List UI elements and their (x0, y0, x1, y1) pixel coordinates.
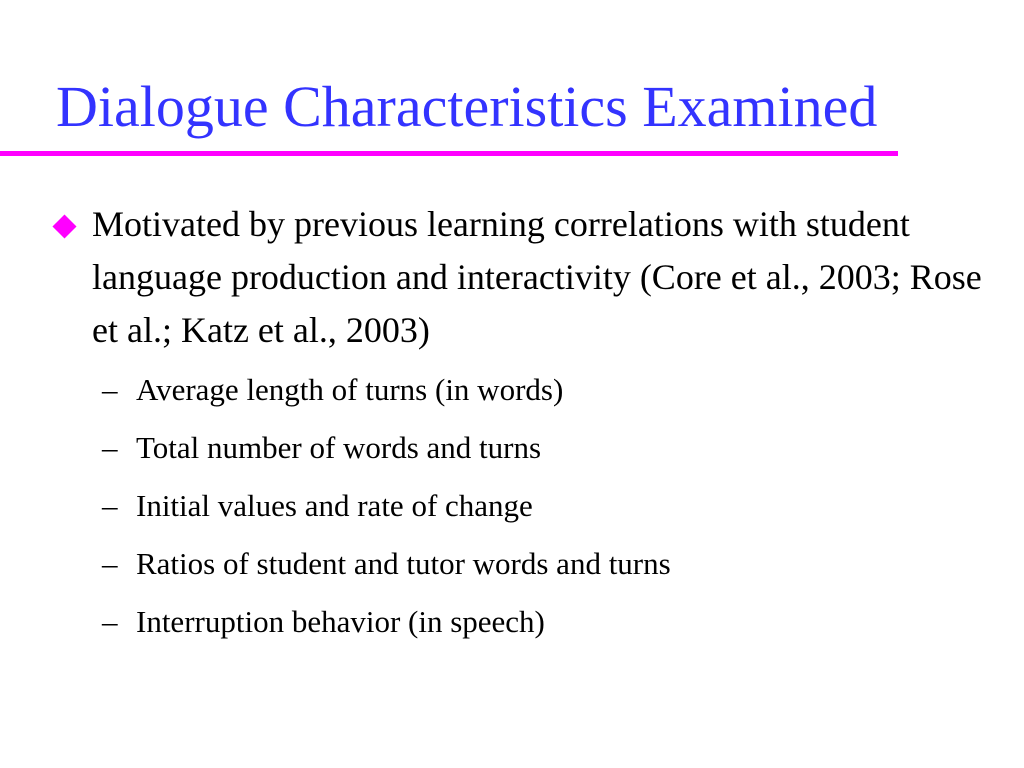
main-bullet-text: Motivated by previous learning correlations with student language production and interactivity (Core et al., 2003; Rose et al.; Katz et al., 2003) (92, 204, 982, 350)
sub-bullet-item (102, 490, 671, 548)
sub-bullet-item (102, 548, 671, 606)
sub-bullet-text: Ratios of student and tutor words and turns (136, 546, 671, 581)
dash-marker: – (102, 546, 118, 581)
sub-bullet-text: Average length of turns (in words) (136, 372, 564, 407)
sub-bullet-text: Initial values and rate of change (136, 488, 533, 523)
dash-marker: – (102, 372, 118, 407)
sub-bullet-text: Interruption behavior (in speech) (136, 604, 545, 639)
title-underline (0, 151, 898, 156)
sub-bullet-item (102, 432, 671, 490)
sub-bullet-text: Total number of words and turns (136, 430, 542, 465)
dash-marker: – (102, 604, 118, 639)
sub-bullet-item (102, 374, 671, 432)
diamond-bullet-icon (52, 214, 76, 238)
dash-marker: – (102, 488, 118, 523)
slide-title: Dialogue Characteristics Examined (56, 74, 878, 139)
dash-marker: – (102, 430, 118, 465)
sub-bullet-list (102, 374, 671, 664)
sub-bullet-item (102, 606, 671, 664)
